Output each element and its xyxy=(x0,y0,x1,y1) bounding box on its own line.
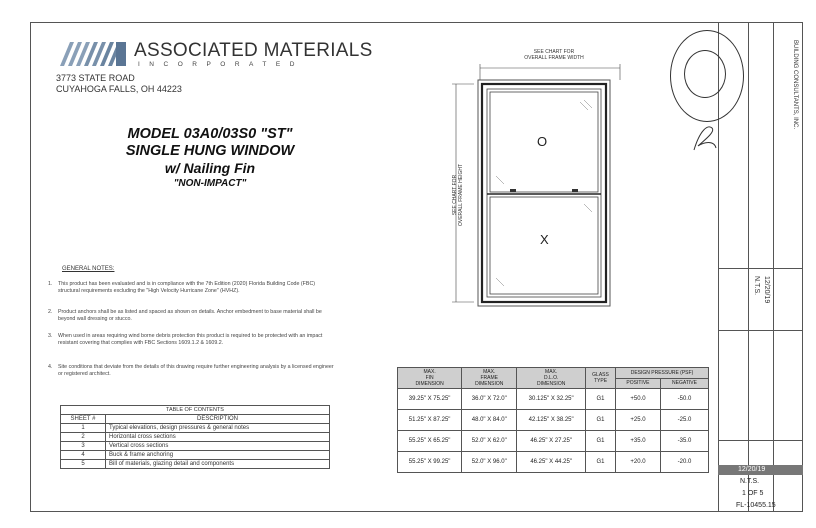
title-model: MODEL 03A0/03S0 "ST" xyxy=(127,126,293,142)
cell-fin: 55.25" X 65.25" xyxy=(398,431,462,452)
cell-dlo: 42.125" X 38.25" xyxy=(517,410,586,431)
cell-dlo: 46.25" X 27.25" xyxy=(517,431,586,452)
address-line-2: CUYAHOGA FALLS, OH 44223 xyxy=(56,84,182,94)
toc-desc: Buck & frame anchoring xyxy=(106,451,330,460)
table-row xyxy=(398,431,709,452)
company-tagline: INCORPORATED xyxy=(138,61,304,68)
cell-positive: +35.0 xyxy=(615,431,660,452)
note-text: When used in areas requiring wind borne debris protection this product is required to be protected with an impact resistant covering that complies with FBC Sections 1609.1.2 & 1609.2. xyxy=(58,333,323,346)
toc-caption: TABLE OF CONTENTS xyxy=(61,406,330,415)
toc-header-sheet: SHEET # xyxy=(61,415,106,424)
toc-desc: Bill of materials, glazing detail and components xyxy=(106,460,330,469)
table-row xyxy=(61,433,330,442)
title-product: SINGLE HUNG WINDOW xyxy=(125,143,295,159)
cell-dlo: 30.125" X 32.25" xyxy=(517,389,586,410)
cell-negative: -35.0 xyxy=(660,431,708,452)
header-negative: NEGATIVE xyxy=(660,378,708,389)
cell-positive: +20.0 xyxy=(615,452,660,473)
date-bar-text: 12/20/19 xyxy=(738,466,766,473)
cell-negative: -50.0 xyxy=(660,389,708,410)
engineer-seal-star xyxy=(684,50,726,98)
company-name: ASSOCIATED MATERIALS xyxy=(134,40,373,61)
cell-glass: G1 xyxy=(586,431,616,452)
sidebar-divider xyxy=(718,268,803,269)
general-notes-heading: GENERAL NOTES: xyxy=(62,266,115,272)
table-row xyxy=(61,460,330,469)
toc-sheet: 2 xyxy=(61,433,106,442)
cell-positive: +25.0 xyxy=(615,410,660,431)
header-glass: GLASS TYPE xyxy=(586,368,616,389)
note-number: 2. xyxy=(48,309,53,315)
note-number: 3. xyxy=(48,333,53,339)
note-number: 1. xyxy=(48,281,53,287)
engineer-signature xyxy=(690,120,720,156)
toc-header-description: DESCRIPTION xyxy=(106,415,330,424)
design-pressure-table xyxy=(397,367,709,473)
note-2 xyxy=(48,309,338,323)
height-callout: SEE CHART FOR OVERALL FRAME HEIGHT xyxy=(452,163,464,227)
note-text: Product anchors shall be as listed and spaced as shown on details. Anchor embedment to base material shall be beyond wall dressing or stucco. xyxy=(58,309,322,322)
sidebar-divider xyxy=(718,440,803,441)
engineer-block: BUILDING CONSULTANTS, INC. xyxy=(792,40,798,130)
title-fin: w/ Nailing Fin xyxy=(164,160,256,176)
table-row xyxy=(398,410,709,431)
header-design-pressure: DESIGN PRESSURE (PSF) xyxy=(615,368,708,379)
cell-frame: 52.0" X 62.0" xyxy=(462,431,517,452)
sidebar-divider xyxy=(748,22,749,512)
note-3 xyxy=(48,333,338,347)
note-4 xyxy=(48,364,338,378)
cell-frame: 36.0" X 72.0" xyxy=(462,389,517,410)
header-frame: MAX. FRAME DIMENSION xyxy=(462,368,517,389)
cell-fin: 55.25" X 99.25" xyxy=(398,452,462,473)
lower-sash-label: X xyxy=(540,232,549,247)
cell-frame: 48.0" X 84.0" xyxy=(462,410,517,431)
toc-desc: Horizontal cross sections xyxy=(106,433,330,442)
header-dlo: MAX. D.L.O. DIMENSION xyxy=(517,368,586,389)
toc-sheet: 5 xyxy=(61,460,106,469)
company-address xyxy=(56,73,182,95)
toc-desc: Typical elevations, design pressures & general notes xyxy=(106,424,330,433)
table-row xyxy=(61,424,330,433)
table-row xyxy=(398,452,709,473)
cell-dlo: 46.25" X 44.25" xyxy=(517,452,586,473)
cell-fin: 39.25" X 75.25" xyxy=(398,389,462,410)
toc-desc: Vertical cross sections xyxy=(106,442,330,451)
title-impact: "NON-IMPACT" xyxy=(173,178,247,189)
cell-positive: +50.0 xyxy=(615,389,660,410)
note-1 xyxy=(48,281,338,295)
toc-sheet: 3 xyxy=(61,442,106,451)
upper-sash-label: O xyxy=(537,134,548,149)
drawing-date: 12/20/19 xyxy=(763,276,770,304)
note-text: Site conditions that deviate from the details of this drawing require further engineering analysis by a licensed engineer or registered architect. xyxy=(58,364,334,377)
note-number: 4. xyxy=(48,364,53,370)
header-fin: MAX. FIN DIMENSION xyxy=(398,368,462,389)
sidebar-divider xyxy=(773,22,774,512)
note-text: This product has been evaluated and is in compliance with the 7th Edition (2020) Florida Building Code (FBC) structural requirements excluding the "High Velocity Hurricane Zone" (HVHZ). xyxy=(58,281,316,294)
toc-sheet: 4 xyxy=(61,451,106,460)
address-line-1: 3773 STATE ROAD xyxy=(56,73,135,83)
associated-materials-logo xyxy=(58,40,130,66)
cell-glass: G1 xyxy=(586,452,616,473)
cell-negative: -20.0 xyxy=(660,452,708,473)
table-of-contents xyxy=(60,405,330,469)
window-elevation-drawing xyxy=(444,40,624,360)
cell-glass: G1 xyxy=(586,389,616,410)
cell-glass: G1 xyxy=(586,410,616,431)
width-callout: SEE CHART FOR OVERALL FRAME WIDTH xyxy=(524,49,584,61)
sheet-number: 1 OF 5 xyxy=(742,490,764,497)
cell-negative: -25.0 xyxy=(660,410,708,431)
table-row xyxy=(61,451,330,460)
header-positive: POSITIVE xyxy=(615,378,660,389)
cell-frame: 52.0" X 96.0" xyxy=(462,452,517,473)
table-row xyxy=(398,389,709,410)
sidebar-divider xyxy=(718,330,803,331)
table-row xyxy=(61,442,330,451)
toc-sheet: 1 xyxy=(61,424,106,433)
cell-fin: 51.25" X 87.25" xyxy=(398,410,462,431)
drawing-scale: N.T.S. xyxy=(753,276,760,296)
drawing-number: FL-10455.15 xyxy=(736,502,776,509)
scale-text: N.T.S. xyxy=(740,478,760,485)
drawing-title xyxy=(95,126,325,191)
